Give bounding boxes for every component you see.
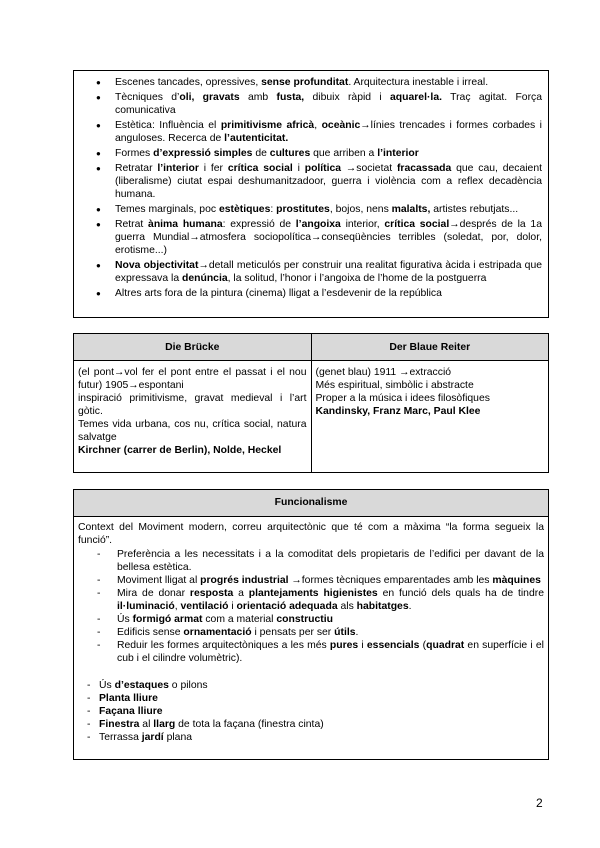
bold-text: orientació adequada [236,601,338,612]
text-run: . Arquitectura inestable i irreal. [348,77,489,88]
list-item [78,639,544,665]
text-run: i [292,163,305,174]
text-run: →societat [341,163,397,174]
bold-text: progrés industrial [200,575,289,586]
text-run: que cau, decaient (liberalisme) ciutat espai deshumanitzadoor, guerra i violència com a reflex decadència humana. [115,163,542,200]
funcionalisme-features-list [78,679,544,744]
text-run: : expressió de [222,219,296,230]
text-run: Altres arts fora de la pintura (cinema) lligat a l’esdevenir de la república [115,288,442,299]
list-item [87,259,542,285]
list-item [78,548,544,574]
bold-text: fracassada [396,163,452,174]
bold-text: estètiques [218,204,271,215]
der-blaue-reiter-cell [311,361,548,473]
text-run: Tècniques d’ [115,92,180,103]
bold-text: primitivisme africà [220,120,315,131]
text-run: . [355,627,359,638]
bold-text: l’autenticitat. [224,133,289,144]
text-run: : [270,204,277,215]
list-item [78,705,544,718]
bold-text: d’expressió simples [153,148,253,159]
page-number: 2 [536,796,543,810]
list-item [87,162,542,201]
list-item [87,287,542,300]
bold-text: habitatges [356,601,409,612]
text-run: Ús [99,680,115,691]
bold-text: ànima humana [148,219,223,230]
bold-text: aquarel·la. [390,92,442,103]
list-item [87,203,542,216]
text-run: de tota la façana (finestra cinta) [175,719,324,730]
text-run: Temes marginals, poc [115,204,219,215]
list-item [78,679,544,692]
list-item [78,574,544,587]
text-run: o pilons [168,680,208,691]
text-run: Preferència a les necessitats i a la comoditat dels propietaris de l’edifici per davant de la bellesa estètica. [117,549,544,573]
text-run: als [337,601,357,612]
die-brucke-line: (el pont→vol fer el pont entre el passat i el nou futur) 1905→espontani [78,367,307,391]
text-run: . [408,601,412,612]
text-run: Retratar [115,163,158,174]
bold-text: l’angoixa [295,219,341,230]
bold-text: formigó armat [132,614,203,625]
text-run: Retrat [115,219,149,230]
text-run: , [174,601,181,612]
bold-text: l’interior [157,163,199,174]
list-item [87,218,542,257]
list-item [87,76,542,89]
text-run: Reduir les formes arquitectòniques a les més [117,640,330,651]
list-item [78,587,544,613]
die-brucke-cell [74,361,311,473]
bold-text: Nova objectivitat [115,260,199,271]
bold-text: crítica social [227,163,293,174]
bold-text: oli, gravats [179,92,240,103]
der-blaue-reiter-artists: Kandinsky, Franz Marc, Paul Klee [315,406,481,417]
bold-text: útils [334,627,356,638]
list-item [78,731,544,744]
text-run: plana [163,732,192,743]
characteristics-box [73,70,549,318]
comparison-table [73,333,549,473]
bold-text: pures [329,640,359,651]
bold-text: plantejaments higienistes [248,588,378,599]
text-run: al [139,719,154,730]
text-run: i pensats per ser [251,627,335,638]
text-run: Mira de donar [117,588,190,599]
list-item [87,147,542,160]
text-run: Escenes tancades, opressives, [115,77,262,88]
text-run: Moviment lligat al [117,575,201,586]
bold-text: Finestra [99,719,140,730]
bold-text: constructiu [276,614,333,625]
bold-text: crítica social [384,219,450,230]
bold-text: quadrat [426,640,465,651]
der-blaue-reiter-line: Més espiritual, simbòlic i abstracte [315,380,474,391]
bold-text: cultures [269,148,311,159]
text-run: dibuix ràpid i [304,92,391,103]
bold-text: fusta, [276,92,305,103]
list-item [78,692,544,705]
die-brucke-line: inspiració primitivisme, gravat medieval i l’art gòtic. [78,393,307,417]
list-item [87,91,542,117]
bold-text: ornamentació [183,627,252,638]
text-run: Estètica: Influència el [115,120,221,131]
text-run: que arriben a [310,148,378,159]
text-run: , bojos, nens [329,204,392,215]
bold-text: oceànic [321,120,361,131]
funcionalisme-list [78,548,544,665]
bold-text: prostitutes [276,204,330,215]
text-run: , [314,120,322,131]
funcionalisme-box [73,489,549,760]
bold-text: Façana lliure [99,706,163,717]
text-run: en funció dels quals ha de tindre [377,588,544,599]
text-run: de [252,148,270,159]
text-run: Traç agitat. Força comunicativa [115,92,542,116]
bold-text: sense profunditat [261,77,349,88]
text-run: i [228,601,237,612]
text-run: i [358,640,367,651]
der-blaue-reiter-line: (genet blau) 1911 →extracció [315,367,452,378]
characteristics-list [87,76,542,300]
text-run: amb [239,92,277,103]
text-run: →formes tècniques emparentades amb les [288,575,493,586]
text-run: com a material [202,614,277,625]
bold-text: resposta [189,588,234,599]
bold-text: jardí [141,732,164,743]
text-run: Ús [117,614,133,625]
text-run: Edificis sense [117,627,184,638]
bold-text: política [304,163,342,174]
text-run: →detall meticulós per construir una realitat figurativa àcida i estripada que expressava la [115,260,542,284]
funcionalisme-intro: Context del Moviment modern, correu arquitectònic que té com a màxima “la forma segueix la funció”. [78,522,544,546]
bold-text: malalts, [391,204,431,215]
list-item [78,718,544,731]
text-run: a [233,588,249,599]
list-item [87,119,542,145]
text-run: interior, [340,219,385,230]
list-item [78,626,544,639]
text-run: →després de la 1a guerra Mundial→atmosfera sociopolítica→conseqüències terribles (soledat, por, dolor, erotisme...) [115,219,542,256]
funcionalisme-body [74,517,548,744]
bold-text: denúncia [182,273,228,284]
funcionalisme-title: Funcionalisme [74,490,548,517]
bold-text: ventilació [180,601,229,612]
bold-text: l’interior [377,148,419,159]
der-blaue-reiter-header: Der Blaue Reiter [311,334,548,361]
text-run: i fer [198,163,228,174]
bold-text: llarg [153,719,176,730]
bold-text: essencials [366,640,420,651]
text-run: artistes rebutjats... [430,204,519,215]
bold-text: Planta lliure [99,693,158,704]
text-run: ( [419,640,427,651]
der-blaue-reiter-line: Proper a la música i idees filosòfiques [315,393,490,404]
die-brucke-artists: Kirchner (carrer de Berlin), Nolde, Heckel [78,445,282,456]
die-brucke-header: Die Brücke [74,334,311,361]
die-brucke-line: Temes vida urbana, cos nu, crítica social, natura salvatge [78,419,307,443]
text-run: Terrassa [99,732,142,743]
text-run: →línies trencades i formes corbades i anguloses. Recerca de [115,120,542,144]
text-run: en superfície i el cub i el cilindre volumètric). [117,640,544,664]
bold-text: d’estaques [114,680,169,691]
bold-text: il·luminació [117,601,175,612]
text-run: , la solitud, l’honor i l’angoixa de l’home de la postguerra [227,273,487,284]
text-run: Formes [115,148,154,159]
list-item [78,613,544,626]
bold-text: màquines [492,575,541,586]
